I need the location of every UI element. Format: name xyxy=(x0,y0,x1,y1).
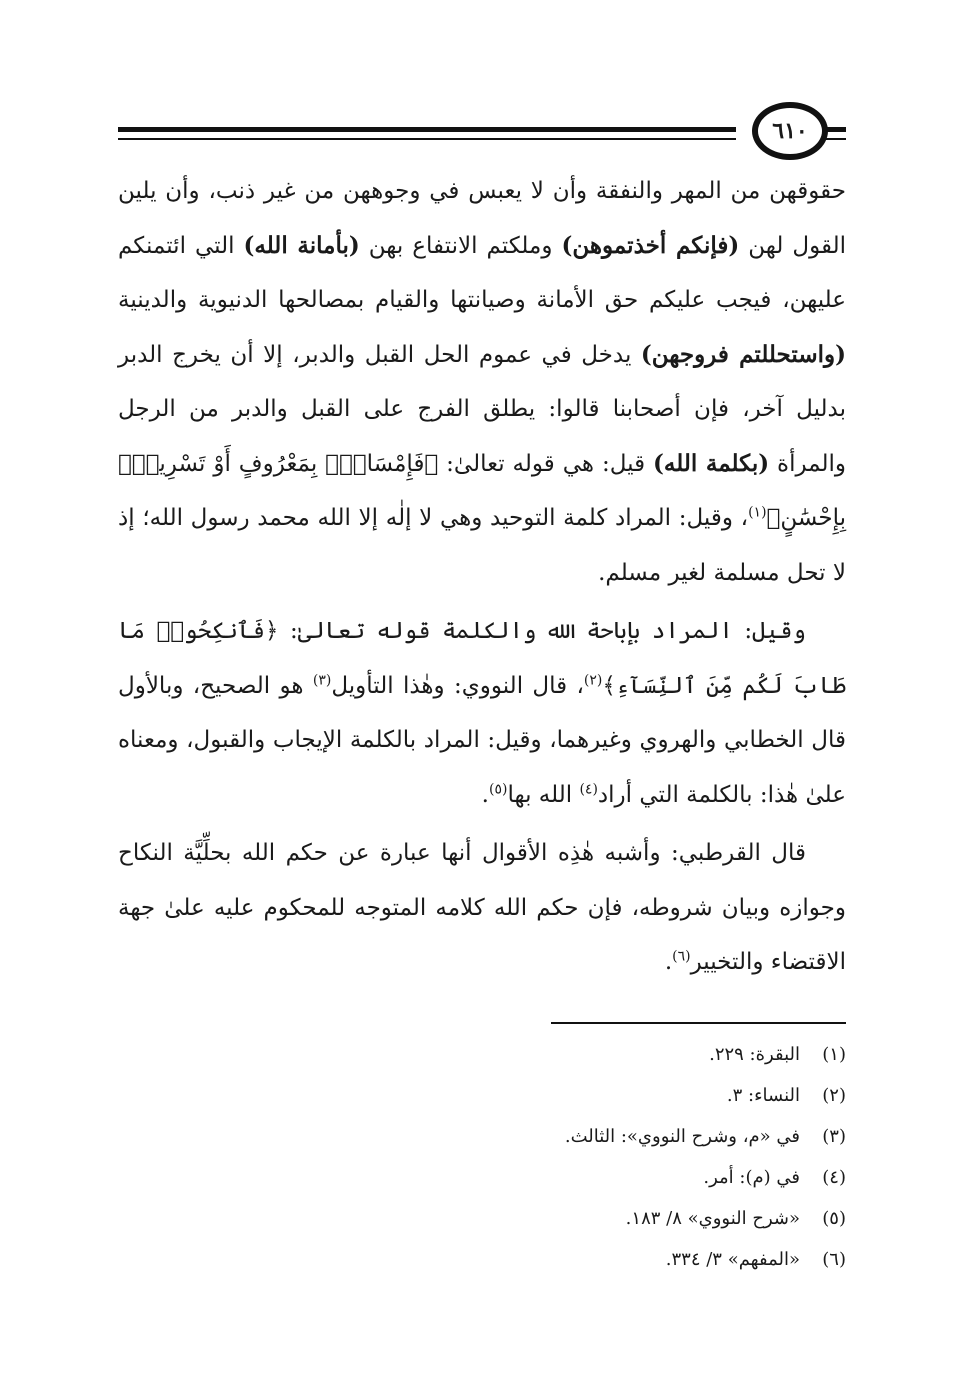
footnote-ref: (٣) xyxy=(312,671,332,688)
page-number: ٦١٠ xyxy=(752,102,828,160)
footnote-text: البقرة: ٢٢٩. xyxy=(709,1044,800,1065)
text-run: . xyxy=(481,781,489,808)
main-text xyxy=(118,164,846,990)
footnote-ref: (٥) xyxy=(488,780,508,797)
footnote-text: «المفهم» ٣/ ٣٣٤. xyxy=(665,1249,800,1270)
text-run: الله بها xyxy=(507,781,580,808)
footnote-text: في «م، وشرح النووي»: الثالث. xyxy=(564,1126,800,1147)
footnote-ref: (٤) xyxy=(579,780,598,797)
text-run: وملكتم الانتفاع بهن xyxy=(359,232,562,259)
footnote-number: (٥) xyxy=(822,1208,846,1229)
footnote xyxy=(326,1198,846,1239)
text-run: ، قال النووي: وهٰذا التأويل xyxy=(331,672,584,699)
text-run: . xyxy=(664,949,673,975)
header-rule-thick xyxy=(118,127,736,132)
footnote-number: (١) xyxy=(822,1044,846,1065)
page-header xyxy=(118,98,846,168)
footnote xyxy=(326,1116,846,1157)
text-run: قيل: هي قوله تعالىٰ: ﴿فَإِمْسَاكٌۢ بِمَعْرُوفٍ أَوْ تَسْرِيحٌۢ بِإِحْسَٰنٍ﴾ xyxy=(118,450,846,531)
header-rule-thin xyxy=(118,138,736,140)
hadith-quote: (فإنكم أخذتموهن) xyxy=(561,231,740,259)
text-run: التي ائتمنكم عليهن، فيجب عليكم حق الأمانة وصيانتها والقيام بمصالحها الدنيوية والدينية xyxy=(118,232,846,313)
footnote-separator xyxy=(551,1022,846,1024)
text-run: حقوقهن من المهر والنفقة وأن لا يعبس في وجوههن من غير ذنب، وأن يلين القول لهن xyxy=(118,178,847,259)
text-run: وقيل: المراد بإباحة الله والكلمة قوله تعالىٰ: ﴿فَٱنكِحُوا۟ مَا طَابَ لَكُم مِّنَ ٱلنِّسَآءِ﴾ xyxy=(118,618,847,699)
text-run: قال القرطبي: وأشبه هٰذِه الأقوال أنها عبارة عن حكم الله بحلِّيَّة النكاح وجوازه وبيان شروطه، فإن حكم الله كلامه المتوجه للمحكوم عليه علىٰ جهة الاقتضاء والتخيير xyxy=(118,840,846,975)
footnote-text: في (م): أمر. xyxy=(703,1167,800,1188)
footnote-text: النساء: ٣. xyxy=(726,1085,800,1106)
text-run: يدخل في عموم الحل القبل والدبر، إلا أن يخرج الدبر بدليل آخر، فإن أصحابنا قالوا: يطلق الفرج على القبل والدبر من الرجل والمرأة xyxy=(118,341,846,477)
footnote xyxy=(326,1157,846,1198)
footnote-number: (٦) xyxy=(822,1249,846,1270)
footnote xyxy=(326,1239,846,1280)
footnote-number: (٢) xyxy=(822,1085,846,1106)
header-rule-right-thin xyxy=(824,138,846,140)
footnote xyxy=(326,1034,846,1075)
hadith-quote: (بكلمة الله) xyxy=(653,449,770,477)
text-run: ، وقيل: المراد كلمة التوحيد وهي لا إلٰه إلا الله محمد رسول الله؛ إذ لا تحل مسلمة لغير مسلم. xyxy=(118,505,846,586)
footnote xyxy=(326,1075,846,1116)
paragraph xyxy=(118,604,846,822)
footnote-ref: (١) xyxy=(748,504,767,521)
hadith-quote: (بأمانة الله) xyxy=(243,231,360,259)
footnote-number: (٣) xyxy=(822,1126,846,1147)
paragraph xyxy=(118,164,846,600)
hadith-quote: (واستحللتم فروجهن) xyxy=(640,340,846,368)
footnotes xyxy=(326,1034,846,1280)
text-run: هو الصحيح، وبالأول قال الخطابي والهروي وغيرهما، وقيل: المراد بالكلمة الإيجاب والقبول، ومعناه علىٰ هٰذا: بالكلمة التي أراد xyxy=(118,672,846,808)
footnote-number: (٤) xyxy=(822,1167,846,1188)
footnote-ref: (٢) xyxy=(583,671,603,688)
footnote-text: «شرح النووي» ٨/ ١٨٣. xyxy=(625,1208,800,1229)
paragraph xyxy=(118,826,846,990)
footnote-ref: (٦) xyxy=(672,948,691,965)
